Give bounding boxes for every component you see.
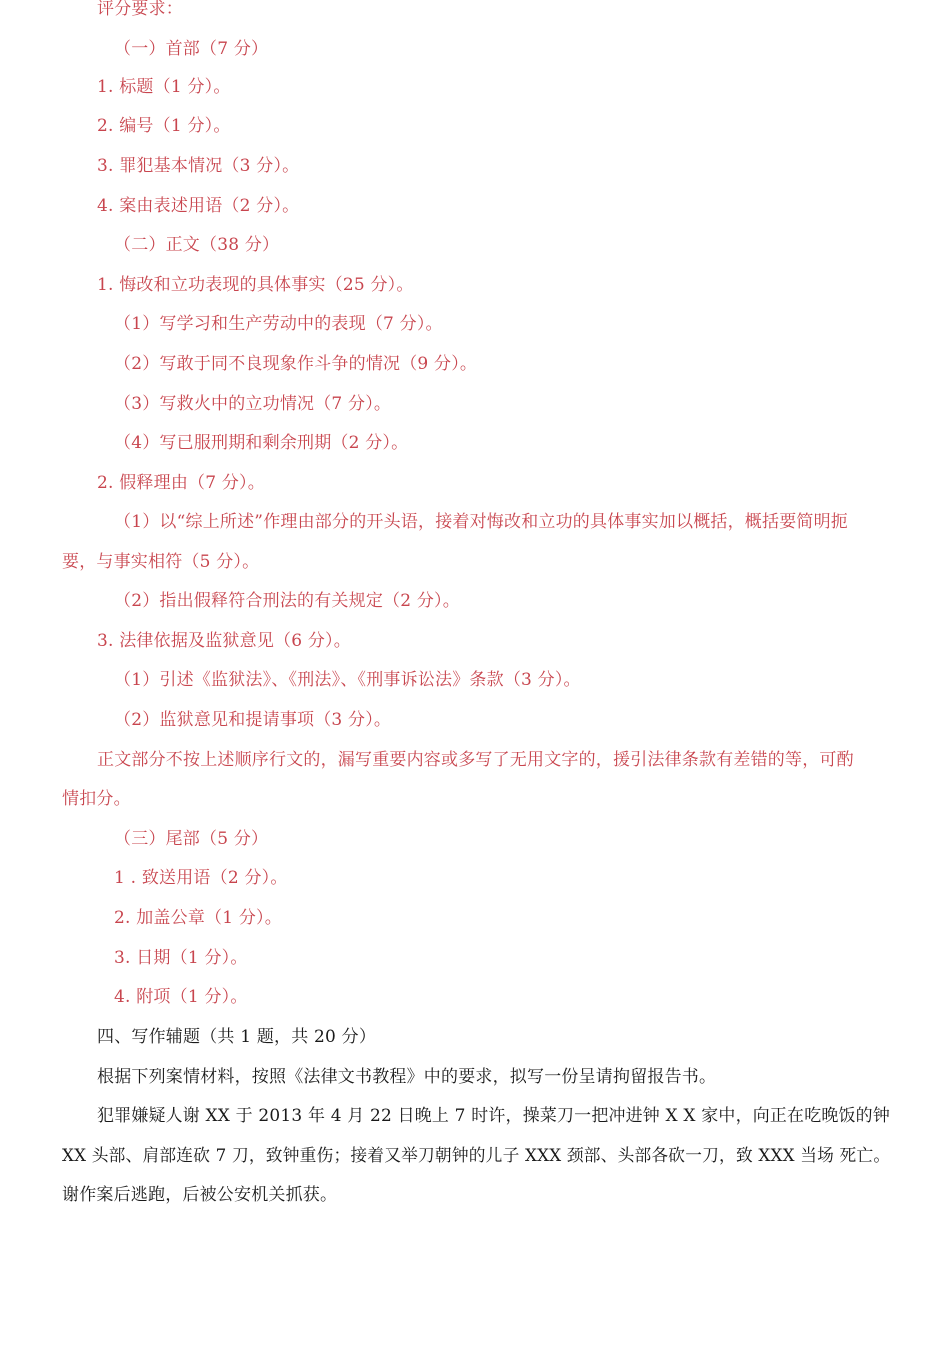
case-material-line: XX 头部、肩部连砍 7 刀，致钟重伤；接着又举刀朝钟的儿子 XXX 颈部、头部各砍一刀，致 XXX 当场 死亡。 (62, 1146, 891, 1166)
paragraph-line: 要，与事实相符（5 分）。 (62, 552, 260, 572)
list-subitem: （2）指出假释符合刑法的有关规定（2 分）。 (114, 591, 460, 611)
list-item: 2. 编号（1 分）。 (97, 116, 231, 136)
scoring-requirements-heading: 评分要求： (97, 0, 183, 19)
paragraph-line: （1）以“综上所述”作理由部分的开头语，接着对悔改和立功的具体事实加以概括，概括要简明扼 (114, 512, 848, 532)
list-item: 3. 日期（1 分）。 (114, 948, 248, 968)
writing-task-heading: 四、写作辅题（共 1 题，共 20 分） (97, 1027, 377, 1047)
list-item: 1. 标题（1 分）。 (97, 77, 231, 97)
section-header-part: （一）首部（7 分） (114, 39, 269, 59)
list-subitem: （1）写学习和生产劳动中的表现（7 分）。 (114, 314, 443, 334)
list-item: 1 . 致送用语（2 分）。 (114, 868, 288, 888)
list-subitem: （2）监狱意见和提请事项（3 分）。 (114, 710, 392, 730)
case-material-line: 犯罪嫌疑人谢 XX 于 2013 年 4 月 22 日晚上 7 时许，操菜刀一把冲进钟 X X 家中，向正在吃晚饭的钟 (97, 1106, 891, 1126)
section-footer-part: （三）尾部（5 分） (114, 829, 269, 849)
list-item: 4. 案由表述用语（2 分）。 (97, 196, 300, 216)
list-item: 2. 加盖公章（1 分）。 (114, 908, 282, 928)
list-item: 3. 罪犯基本情况（3 分）。 (97, 156, 300, 176)
list-item: 3. 法律依据及监狱意见（6 分）。 (97, 631, 351, 651)
list-subitem: （3）写救火中的立功情况（7 分）。 (114, 394, 392, 414)
list-item: 1. 悔改和立功表现的具体事实（25 分）。 (97, 275, 414, 295)
list-item: 4. 附项（1 分）。 (114, 987, 248, 1007)
list-item: 2. 假释理由（7 分）。 (97, 473, 265, 493)
section-body-part: （二）正文（38 分） (114, 235, 280, 255)
list-subitem: （4）写已服刑期和剩余刑期（2 分）。 (114, 433, 409, 453)
list-subitem: （2）写敢于同不良现象作斗争的情况（9 分）。 (114, 354, 478, 374)
paragraph-line: 情扣分。 (62, 789, 131, 809)
case-material-line: 谢作案后逃跑，后被公安机关抓获。 (62, 1185, 338, 1205)
task-instruction: 根据下列案情材料，按照《法律文书教程》中的要求，拟写一份呈请拘留报告书。 (97, 1067, 717, 1087)
list-subitem: （1）引述《监狱法》、《刑法》、《刑事诉讼法》条款（3 分）。 (114, 670, 581, 690)
paragraph-line: 正文部分不按上述顺序行文的，漏写重要内容或多写了无用文字的，援引法律条款有差错的等，可酌 (97, 750, 854, 770)
